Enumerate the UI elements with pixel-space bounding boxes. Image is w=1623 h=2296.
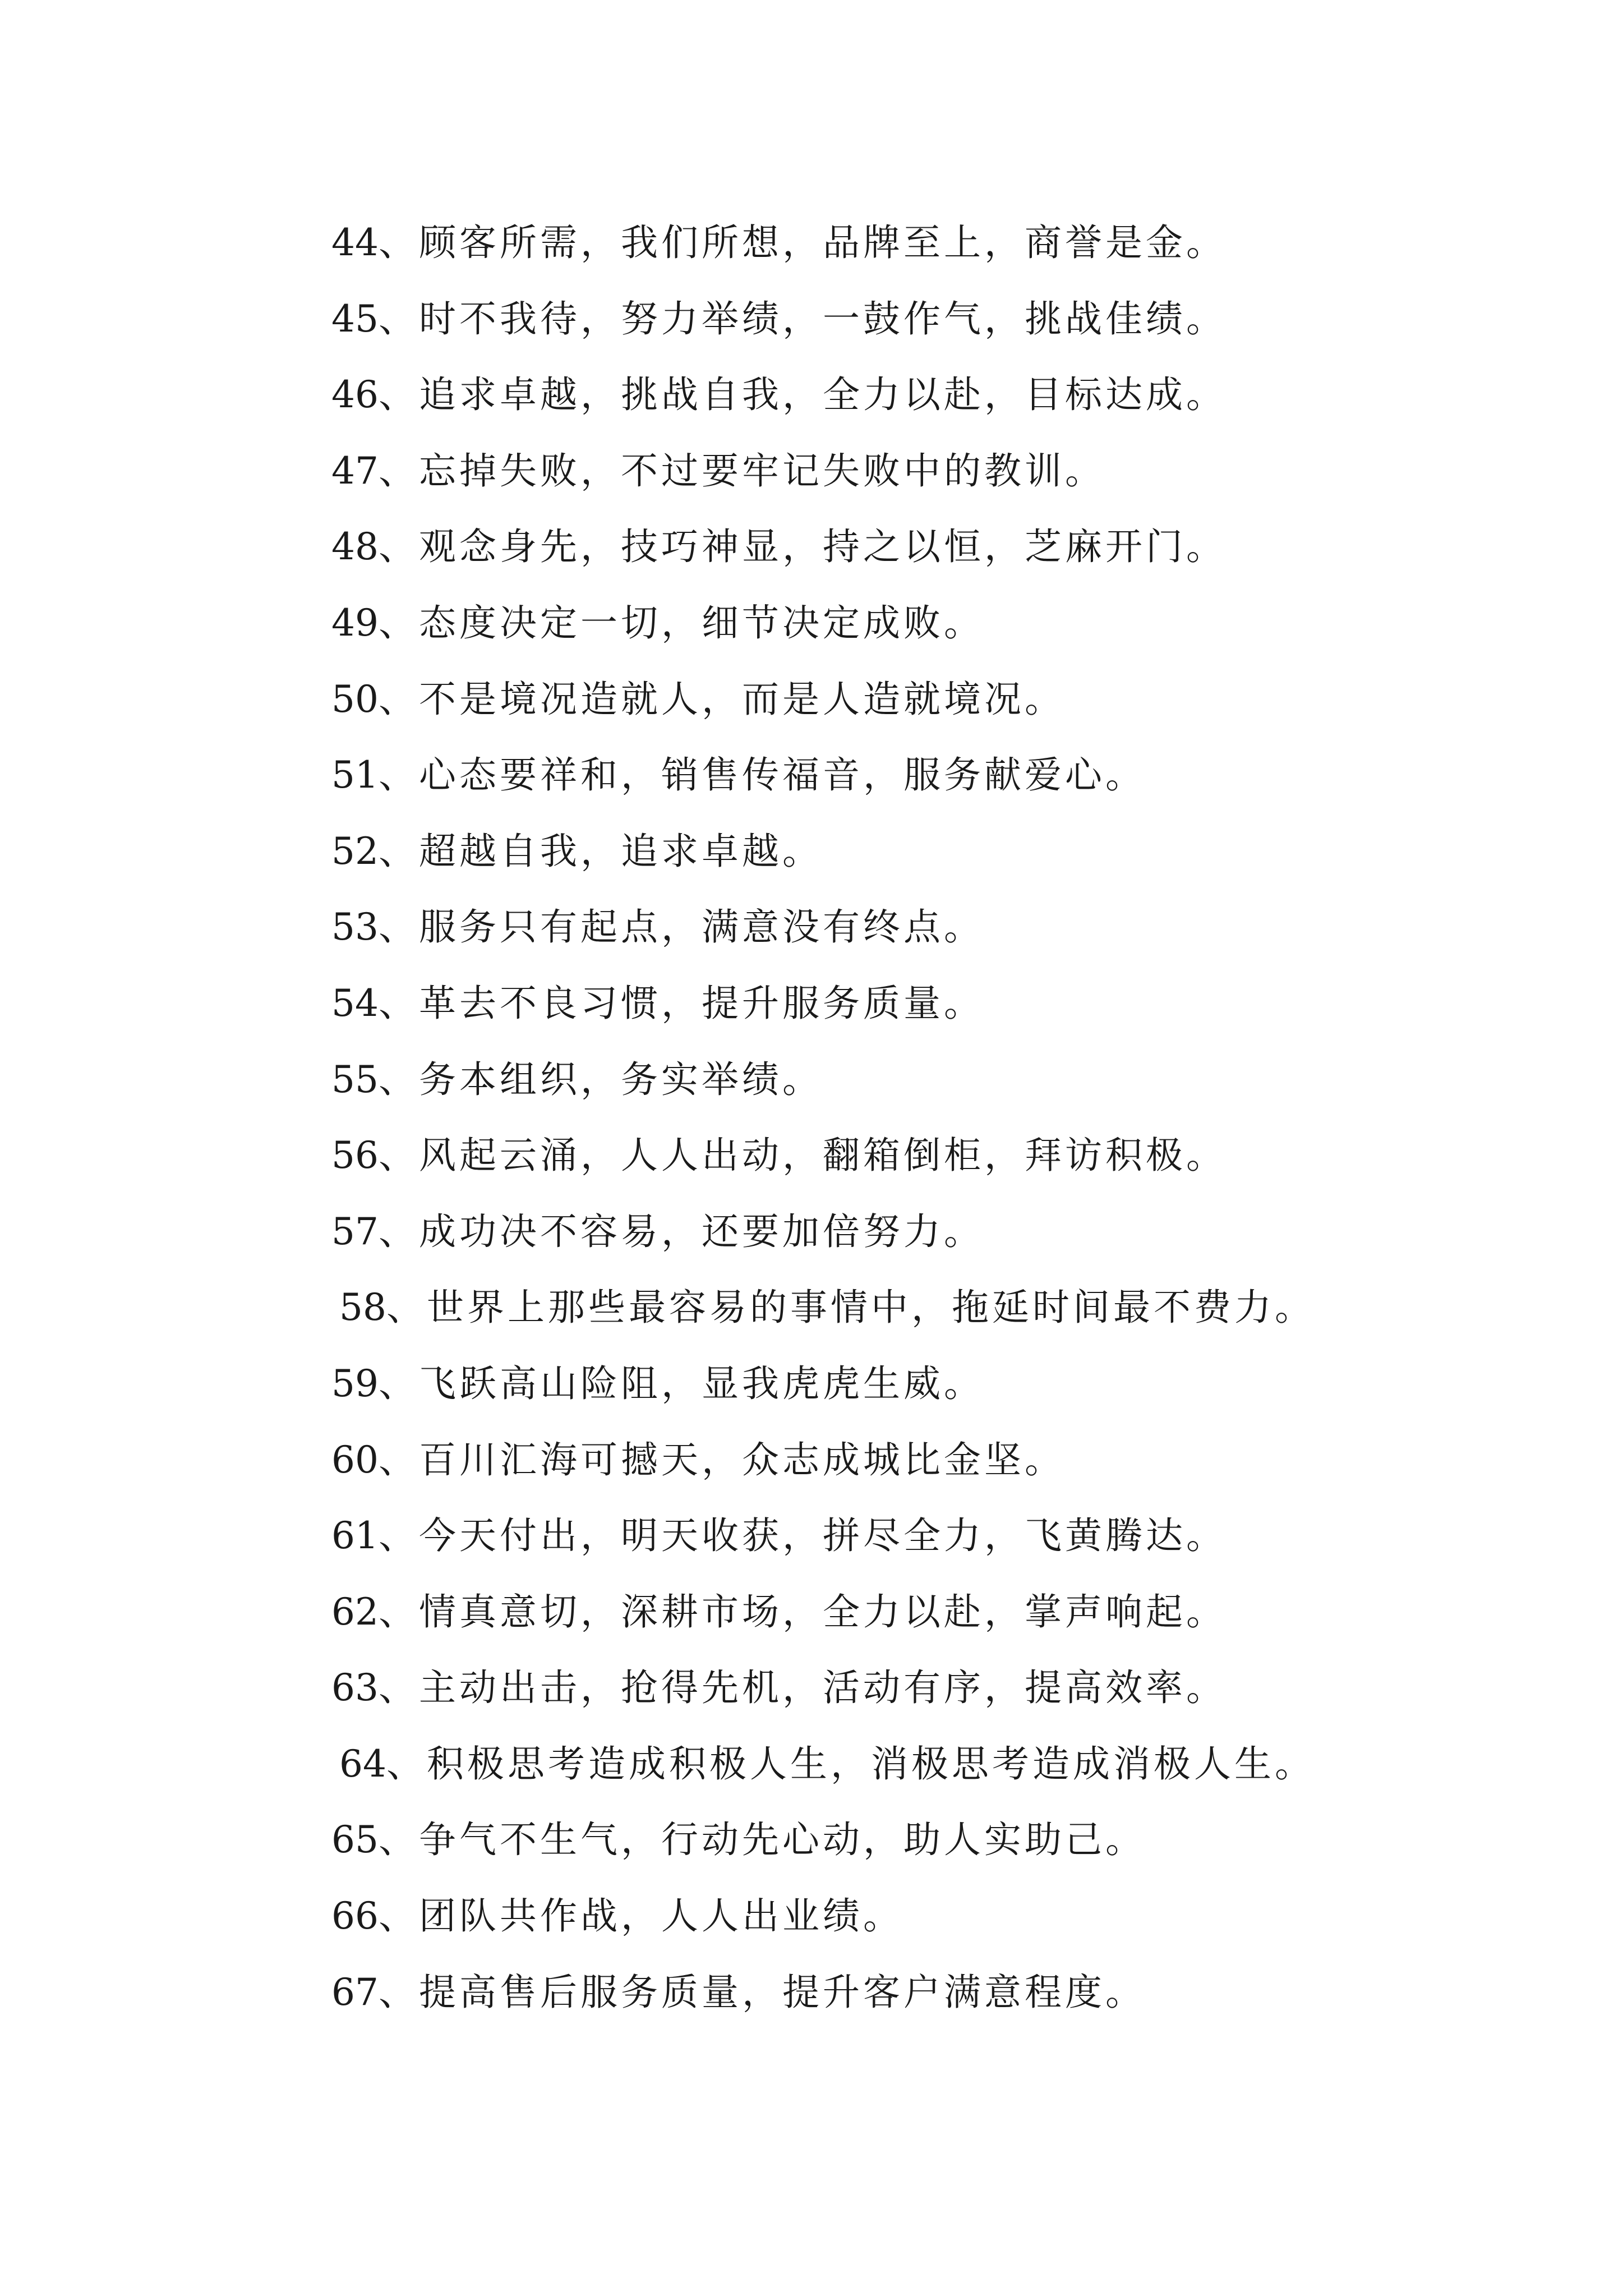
list-item: [331, 1429, 1315, 1506]
item-text: 、成功决不容易，还要加倍努力。: [378, 1209, 984, 1253]
item-text: 、飞跃高山险阻，显我虎虎生威。: [378, 1361, 984, 1405]
item-text: 、今天付出，明天收获，拼尽全力，飞黄腾达。: [378, 1514, 1227, 1558]
item-text: 、态度决定一切，细节决定成败。: [378, 601, 984, 645]
list-item: [331, 516, 1315, 592]
item-number: 62: [331, 1590, 379, 1634]
list-item: [331, 1277, 1315, 1353]
item-number: 54: [331, 981, 379, 1025]
item-number: 47: [331, 449, 379, 493]
item-text: 、服务只有起点，满意没有终点。: [378, 905, 984, 949]
list-item: [331, 1505, 1315, 1581]
item-number: 51: [331, 753, 379, 797]
item-number: 60: [331, 1438, 379, 1481]
list-item: [331, 1809, 1315, 1885]
item-text: 、争气不生气，行动先心动，助人实助己。: [378, 1818, 1146, 1862]
item-text: 、革去不良习惯，提升服务质量。: [378, 981, 984, 1025]
item-number: 53: [331, 905, 379, 949]
list-item: [331, 1049, 1315, 1125]
item-text: 、心态要祥和，销售传福音，服务献爱心。: [378, 753, 1146, 797]
list-item: [331, 821, 1315, 897]
item-number: 59: [331, 1361, 379, 1405]
list-item: [331, 288, 1315, 365]
item-number: 58: [339, 1286, 386, 1329]
list-item: [331, 669, 1315, 745]
item-text: 、超越自我，追求卓越。: [378, 829, 823, 873]
item-number: 45: [331, 297, 379, 341]
item-number: 50: [331, 677, 379, 721]
item-number: 55: [331, 1057, 379, 1101]
item-text: 、时不我待，努力举绩，一鼓作气，挑战佳绩。: [378, 297, 1227, 341]
item-text: 、积极思考造成积极人生，消极思考造成消极人生。: [386, 1742, 1315, 1786]
item-text: 、风起云涌，人人出动，翻箱倒柜，拜访积极。: [378, 1134, 1227, 1177]
item-number: 66: [331, 1894, 379, 1938]
list-item: [331, 592, 1315, 669]
item-text: 、世界上那些最容易的事情中，拖延时间最不费力。: [386, 1286, 1315, 1329]
item-text: 、忘掉失败，不过要牢记失败中的教训。: [378, 449, 1105, 493]
list-item: [331, 896, 1315, 973]
item-number: 49: [331, 601, 379, 645]
item-text: 、主动出击，抢得先机，活动有序，提高效率。: [378, 1666, 1227, 1710]
item-number: 63: [331, 1666, 379, 1710]
item-text: 、观念身先，技巧神显，持之以恒，芝麻开门。: [378, 525, 1227, 569]
list-item: [331, 973, 1315, 1049]
item-number: 65: [331, 1818, 379, 1862]
item-number: 52: [331, 829, 379, 873]
item-number: 57: [331, 1209, 379, 1253]
list-item: [331, 1962, 1315, 2038]
item-number: 56: [331, 1134, 379, 1177]
item-text: 、团队共作战，人人出业绩。: [378, 1894, 903, 1938]
item-text: 、不是境况造就人，而是人造就境况。: [378, 677, 1065, 721]
item-number: 64: [339, 1742, 386, 1786]
item-text: 、提高售后服务质量，提升客户满意程度。: [378, 1970, 1146, 2014]
list-item: [331, 1733, 1315, 1810]
item-number: 46: [331, 373, 379, 417]
list-item: [331, 440, 1315, 517]
item-number: 61: [331, 1514, 379, 1558]
list-item: [331, 1125, 1315, 1201]
list-item: [331, 1885, 1315, 1962]
item-number: 67: [331, 1970, 379, 2014]
list-item: [331, 1657, 1315, 1733]
slogan-list: [331, 212, 1315, 2037]
item-text: 、追求卓越，挑战自我，全力以赴，目标达成。: [378, 373, 1227, 417]
item-text: 、顾客所需，我们所想，品牌至上，商誉是金。: [378, 221, 1227, 264]
list-item: [331, 1201, 1315, 1277]
item-number: 44: [331, 221, 379, 264]
list-item: [331, 212, 1315, 288]
item-number: 48: [331, 525, 379, 569]
item-text: 、务本组织，务实举绩。: [378, 1057, 823, 1101]
list-item: [331, 364, 1315, 440]
list-item: [331, 1581, 1315, 1658]
item-text: 、百川汇海可撼天，众志成城比金坚。: [378, 1438, 1065, 1481]
list-item: [331, 1353, 1315, 1429]
list-item: [331, 744, 1315, 821]
item-text: 、情真意切，深耕市场，全力以赴，掌声响起。: [378, 1590, 1227, 1634]
